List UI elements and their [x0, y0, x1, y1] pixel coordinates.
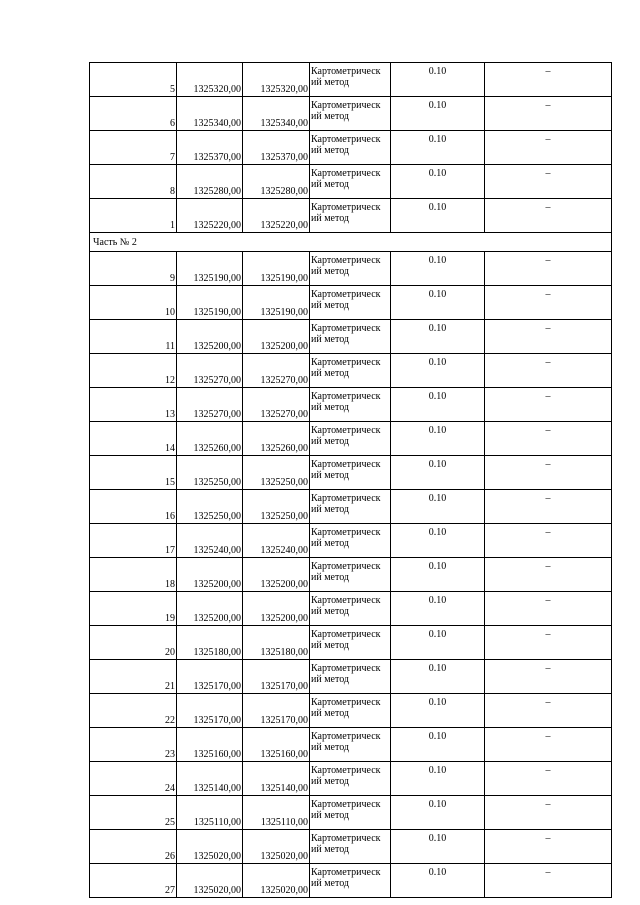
point-number-cell: 19	[90, 592, 177, 626]
y-coordinate-cell: 1325340,00	[243, 97, 310, 131]
method-line-2: ий метод	[311, 436, 350, 447]
method-line-1: Картометрическ	[311, 391, 381, 402]
y-coordinate-cell: 1325110,00	[243, 796, 310, 830]
method-cell	[310, 864, 391, 898]
note-cell: –	[485, 626, 612, 660]
table-body-part-1	[90, 63, 612, 233]
y-coordinate-cell: 1325190,00	[243, 252, 310, 286]
note-cell: –	[485, 660, 612, 694]
method-line-2: ий метод	[311, 742, 350, 753]
method-line-1: Картометрическ	[311, 697, 381, 708]
note-cell: –	[485, 388, 612, 422]
table-row	[90, 490, 612, 524]
note-cell: –	[485, 97, 612, 131]
note-cell: –	[485, 864, 612, 898]
method-line-1: Картометрическ	[311, 731, 381, 742]
table-row	[90, 660, 612, 694]
method-line-1: Картометрическ	[311, 289, 381, 300]
accuracy-cell: 0.10	[391, 252, 485, 286]
table-row	[90, 558, 612, 592]
point-number-cell: 17	[90, 524, 177, 558]
table-row	[90, 252, 612, 286]
method-line-2: ий метод	[311, 844, 350, 855]
table-row	[90, 354, 612, 388]
point-number-cell: 16	[90, 490, 177, 524]
table-row	[90, 626, 612, 660]
point-number-cell: 1	[90, 199, 177, 233]
table-row	[90, 592, 612, 626]
y-coordinate-cell: 1325140,00	[243, 762, 310, 796]
method-line-2: ий метод	[311, 334, 350, 345]
accuracy-cell: 0.10	[391, 762, 485, 796]
point-number-cell: 26	[90, 830, 177, 864]
note-cell: –	[485, 422, 612, 456]
point-number-cell: 7	[90, 131, 177, 165]
y-coordinate-cell: 1325270,00	[243, 388, 310, 422]
table-row	[90, 320, 612, 354]
method-line-2: ий метод	[311, 266, 350, 277]
method-line-2: ий метод	[311, 402, 350, 413]
method-line-2: ий метод	[311, 572, 350, 583]
table-row	[90, 694, 612, 728]
method-line-1: Картометрическ	[311, 833, 381, 844]
method-line-2: ий метод	[311, 111, 350, 122]
y-coordinate-cell: 1325190,00	[243, 286, 310, 320]
x-coordinate-cell: 1325170,00	[177, 660, 243, 694]
accuracy-cell: 0.10	[391, 660, 485, 694]
table-row	[90, 422, 612, 456]
note-cell: –	[485, 490, 612, 524]
x-coordinate-cell: 1325200,00	[177, 558, 243, 592]
note-cell: –	[485, 830, 612, 864]
method-cell	[310, 286, 391, 320]
note-cell: –	[485, 165, 612, 199]
point-number-cell: 20	[90, 626, 177, 660]
x-coordinate-cell: 1325260,00	[177, 422, 243, 456]
x-coordinate-cell: 1325170,00	[177, 694, 243, 728]
accuracy-cell: 0.10	[391, 864, 485, 898]
y-coordinate-cell: 1325250,00	[243, 490, 310, 524]
table-row	[90, 796, 612, 830]
method-line-1: Картометрическ	[311, 134, 381, 145]
method-line-1: Картометрическ	[311, 595, 381, 606]
x-coordinate-cell: 1325250,00	[177, 490, 243, 524]
x-coordinate-cell: 1325200,00	[177, 320, 243, 354]
section-title: Часть № 2	[90, 233, 612, 252]
accuracy-cell: 0.10	[391, 490, 485, 524]
point-number-cell: 11	[90, 320, 177, 354]
table-row	[90, 456, 612, 490]
method-line-1: Картометрическ	[311, 493, 381, 504]
method-line-1: Картометрическ	[311, 202, 381, 213]
method-line-2: ий метод	[311, 776, 350, 787]
method-line-2: ий метод	[311, 674, 350, 685]
accuracy-cell: 0.10	[391, 354, 485, 388]
table-row	[90, 131, 612, 165]
note-cell: –	[485, 558, 612, 592]
point-number-cell: 14	[90, 422, 177, 456]
table-body-part-2	[90, 252, 612, 898]
accuracy-cell: 0.10	[391, 558, 485, 592]
table-row	[90, 199, 612, 233]
y-coordinate-cell: 1325320,00	[243, 63, 310, 97]
method-cell	[310, 830, 391, 864]
method-cell	[310, 422, 391, 456]
table-row	[90, 165, 612, 199]
point-number-cell: 25	[90, 796, 177, 830]
y-coordinate-cell: 1325240,00	[243, 524, 310, 558]
method-cell	[310, 728, 391, 762]
y-coordinate-cell: 1325170,00	[243, 694, 310, 728]
note-cell: –	[485, 320, 612, 354]
point-number-cell: 15	[90, 456, 177, 490]
method-line-2: ий метод	[311, 77, 350, 88]
section-header	[90, 233, 612, 252]
method-line-2: ий метод	[311, 368, 350, 379]
method-cell	[310, 694, 391, 728]
accuracy-cell: 0.10	[391, 456, 485, 490]
method-line-1: Картометрическ	[311, 100, 381, 111]
x-coordinate-cell: 1325160,00	[177, 728, 243, 762]
x-coordinate-cell: 1325220,00	[177, 199, 243, 233]
method-line-1: Картометрическ	[311, 255, 381, 266]
method-line-2: ий метод	[311, 810, 350, 821]
y-coordinate-cell: 1325180,00	[243, 626, 310, 660]
note-cell: –	[485, 456, 612, 490]
point-number-cell: 6	[90, 97, 177, 131]
method-line-1: Картометрическ	[311, 663, 381, 674]
x-coordinate-cell: 1325240,00	[177, 524, 243, 558]
method-line-2: ий метод	[311, 606, 350, 617]
point-number-cell: 10	[90, 286, 177, 320]
note-cell: –	[485, 524, 612, 558]
method-line-2: ий метод	[311, 470, 350, 481]
y-coordinate-cell: 1325200,00	[243, 558, 310, 592]
x-coordinate-cell: 1325180,00	[177, 626, 243, 660]
method-line-2: ий метод	[311, 878, 350, 889]
method-line-1: Картометрическ	[311, 459, 381, 470]
point-number-cell: 12	[90, 354, 177, 388]
x-coordinate-cell: 1325190,00	[177, 252, 243, 286]
table-row	[90, 864, 612, 898]
method-cell	[310, 252, 391, 286]
method-line-2: ий метод	[311, 213, 350, 224]
method-cell	[310, 592, 391, 626]
method-line-1: Картометрическ	[311, 867, 381, 878]
note-cell: –	[485, 694, 612, 728]
note-cell: –	[485, 286, 612, 320]
accuracy-cell: 0.10	[391, 320, 485, 354]
point-number-cell: 24	[90, 762, 177, 796]
x-coordinate-cell: 1325190,00	[177, 286, 243, 320]
table-row	[90, 762, 612, 796]
note-cell: –	[485, 796, 612, 830]
table-row	[90, 286, 612, 320]
table-row	[90, 524, 612, 558]
point-number-cell: 23	[90, 728, 177, 762]
accuracy-cell: 0.10	[391, 592, 485, 626]
method-cell	[310, 490, 391, 524]
point-number-cell: 9	[90, 252, 177, 286]
method-cell	[310, 354, 391, 388]
coordinates-table	[89, 62, 612, 898]
accuracy-cell: 0.10	[391, 165, 485, 199]
table-row	[90, 388, 612, 422]
method-cell	[310, 320, 391, 354]
accuracy-cell: 0.10	[391, 422, 485, 456]
table-row	[90, 63, 612, 97]
x-coordinate-cell: 1325370,00	[177, 131, 243, 165]
method-line-2: ий метод	[311, 179, 350, 190]
x-coordinate-cell: 1325250,00	[177, 456, 243, 490]
method-cell	[310, 524, 391, 558]
y-coordinate-cell: 1325220,00	[243, 199, 310, 233]
point-number-cell: 13	[90, 388, 177, 422]
note-cell: –	[485, 354, 612, 388]
note-cell: –	[485, 63, 612, 97]
x-coordinate-cell: 1325270,00	[177, 388, 243, 422]
accuracy-cell: 0.10	[391, 131, 485, 165]
point-number-cell: 8	[90, 165, 177, 199]
accuracy-cell: 0.10	[391, 524, 485, 558]
method-cell	[310, 199, 391, 233]
x-coordinate-cell: 1325200,00	[177, 592, 243, 626]
method-cell	[310, 165, 391, 199]
y-coordinate-cell: 1325200,00	[243, 320, 310, 354]
x-coordinate-cell: 1325340,00	[177, 97, 243, 131]
table-row	[90, 830, 612, 864]
method-line-1: Картометрическ	[311, 629, 381, 640]
method-cell	[310, 97, 391, 131]
point-number-cell: 27	[90, 864, 177, 898]
x-coordinate-cell: 1325140,00	[177, 762, 243, 796]
method-cell	[310, 626, 391, 660]
table-row	[90, 728, 612, 762]
method-cell	[310, 660, 391, 694]
accuracy-cell: 0.10	[391, 286, 485, 320]
note-cell: –	[485, 762, 612, 796]
accuracy-cell: 0.10	[391, 796, 485, 830]
y-coordinate-cell: 1325200,00	[243, 592, 310, 626]
accuracy-cell: 0.10	[391, 626, 485, 660]
section-row	[90, 233, 612, 252]
y-coordinate-cell: 1325280,00	[243, 165, 310, 199]
y-coordinate-cell: 1325250,00	[243, 456, 310, 490]
method-cell	[310, 63, 391, 97]
note-cell: –	[485, 592, 612, 626]
accuracy-cell: 0.10	[391, 694, 485, 728]
x-coordinate-cell: 1325280,00	[177, 165, 243, 199]
method-line-1: Картометрическ	[311, 66, 381, 77]
x-coordinate-cell: 1325320,00	[177, 63, 243, 97]
x-coordinate-cell: 1325270,00	[177, 354, 243, 388]
point-number-cell: 5	[90, 63, 177, 97]
point-number-cell: 22	[90, 694, 177, 728]
x-coordinate-cell: 1325020,00	[177, 864, 243, 898]
method-cell	[310, 388, 391, 422]
method-line-1: Картометрическ	[311, 561, 381, 572]
x-coordinate-cell: 1325020,00	[177, 830, 243, 864]
note-cell: –	[485, 252, 612, 286]
method-cell	[310, 558, 391, 592]
method-line-1: Картометрическ	[311, 323, 381, 334]
accuracy-cell: 0.10	[391, 97, 485, 131]
y-coordinate-cell: 1325170,00	[243, 660, 310, 694]
method-line-1: Картометрическ	[311, 527, 381, 538]
method-cell	[310, 796, 391, 830]
method-line-2: ий метод	[311, 300, 350, 311]
method-line-1: Картометрическ	[311, 168, 381, 179]
method-line-1: Картометрическ	[311, 425, 381, 436]
accuracy-cell: 0.10	[391, 63, 485, 97]
point-number-cell: 21	[90, 660, 177, 694]
method-line-1: Картометрическ	[311, 357, 381, 368]
table-row	[90, 97, 612, 131]
accuracy-cell: 0.10	[391, 728, 485, 762]
method-line-2: ий метод	[311, 504, 350, 515]
y-coordinate-cell: 1325270,00	[243, 354, 310, 388]
method-cell	[310, 456, 391, 490]
note-cell: –	[485, 131, 612, 165]
y-coordinate-cell: 1325260,00	[243, 422, 310, 456]
method-cell	[310, 762, 391, 796]
method-line-1: Картометрическ	[311, 765, 381, 776]
accuracy-cell: 0.10	[391, 830, 485, 864]
y-coordinate-cell: 1325020,00	[243, 830, 310, 864]
method-line-2: ий метод	[311, 145, 350, 156]
x-coordinate-cell: 1325110,00	[177, 796, 243, 830]
note-cell: –	[485, 728, 612, 762]
y-coordinate-cell: 1325370,00	[243, 131, 310, 165]
note-cell: –	[485, 199, 612, 233]
method-line-2: ий метод	[311, 640, 350, 651]
method-line-1: Картометрическ	[311, 799, 381, 810]
method-line-2: ий метод	[311, 538, 350, 549]
accuracy-cell: 0.10	[391, 199, 485, 233]
y-coordinate-cell: 1325160,00	[243, 728, 310, 762]
method-cell	[310, 131, 391, 165]
accuracy-cell: 0.10	[391, 388, 485, 422]
point-number-cell: 18	[90, 558, 177, 592]
method-line-2: ий метод	[311, 708, 350, 719]
y-coordinate-cell: 1325020,00	[243, 864, 310, 898]
